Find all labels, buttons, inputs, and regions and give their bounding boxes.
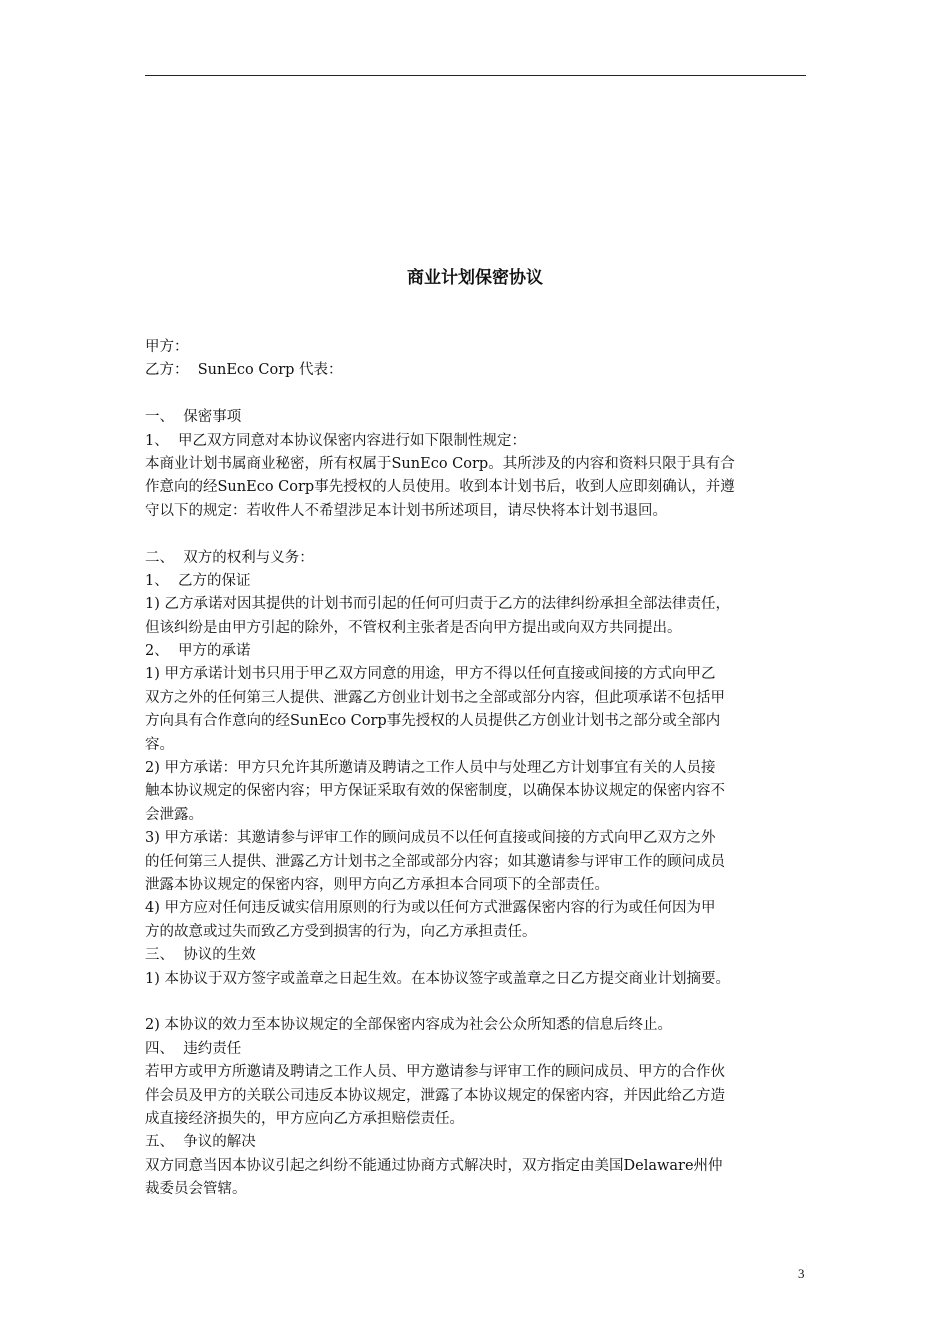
body-line: 但该纠纷是由甲方引起的除外，不管权利主张者是否向甲方提出或向双方共同提出。: [145, 619, 682, 636]
body-line: 2) 本协议的效力至本协议规定的全部保密内容成为社会公众所知悉的信息后终止。: [145, 1017, 672, 1034]
body-line: 1) 本协议于双方签字或盖章之日起生效。在本协议签字或盖章之日乙方提交商业计划摘要。: [145, 970, 730, 987]
body-line: 2) 甲方承诺：甲方只允许其所邀请及聘请之工作人员中与处理乙方计划事宜有关的人员接: [145, 760, 716, 777]
body-line: 触本协议规定的保密内容；甲方保证采取有效的保密制度，以确保本协议规定的保密内容不: [145, 783, 725, 800]
body-line: 二、 双方的权利与义务：: [145, 549, 314, 566]
blank-line: [145, 383, 817, 406]
body-line: 1、 乙方的保证: [145, 572, 251, 589]
body-line: 伴会员及甲方的关联公司违反本协议规定，泄露了本协议规定的保密内容，并因此给乙方造: [145, 1087, 725, 1104]
blank-line: [145, 991, 817, 1014]
body-line: 2、 甲方的承诺: [145, 643, 251, 660]
body-line: 裁委员会管辖。: [145, 1181, 247, 1198]
body-line: 1) 乙方承诺对因其提供的计划书而引起的任何可归责于乙方的法律纠纷承担全部法律责任，: [145, 596, 730, 613]
body-line: 4) 甲方应对任何违反诚实信用原则的行为或以任何方式泄露保密内容的行为或任何因为甲: [145, 900, 716, 917]
body-line: 方的故意或过失而致乙方受到损害的行为，向乙方承担责任。: [145, 923, 537, 940]
body-line: 作意向的经SunEco Corp事先授权的人员使用。收到本计划书后，收到人应即刻确认，并遵: [145, 479, 735, 496]
document-body: [145, 336, 817, 1201]
body-line: 容。: [145, 736, 174, 753]
body-line: 方向具有合作意向的经SunEco Corp事先授权的人员提供乙方创业计划书之部分或全部内: [145, 713, 721, 730]
body-line: 1、 甲乙双方同意对本协议保密内容进行如下限制性规定：: [145, 432, 526, 449]
body-line: 五、 争议的解决: [145, 1134, 256, 1151]
body-line: 本商业计划书属商业秘密，所有权属于SunEco Corp。其所涉及的内容和资料只限于具有合: [145, 455, 735, 472]
body-line: 甲方：: [145, 339, 189, 355]
body-line: 会泄露。: [145, 806, 203, 823]
body-line: 乙方： SunEco Corp 代表：: [145, 362, 343, 379]
body-line: 一、 保密事项: [145, 409, 242, 426]
body-line: 若甲方或甲方所邀请及聘请之工作人员、甲方邀请参与评审工作的顾问成员、甲方的合作伙: [145, 1064, 725, 1081]
body-line: 四、 违约责任: [145, 1040, 242, 1057]
body-line: 守以下的规定：若收件人不希望涉足本计划书所述项目，请尽快将本计划书退回。: [145, 502, 667, 519]
body-line: 三、 协议的生效: [145, 947, 256, 964]
blank-line: [145, 523, 817, 546]
document-title: 商业计划保密协议: [407, 268, 543, 288]
body-line: 双方同意当因本协议引起之纠纷不能通过协商方式解决时，双方指定由美国Delaware州仲: [145, 1157, 723, 1174]
body-line: 的任何第三人提供、泄露乙方计划书之全部或部分内容；如其邀请参与评审工作的顾问成员: [145, 853, 725, 870]
body-line: 双方之外的任何第三人提供、泄露乙方创业计划书之全部或部分内容，但此项承诺不包括甲: [145, 689, 725, 706]
header-rule: [145, 75, 806, 76]
body-line: 1) 甲方承诺计划书只用于甲乙双方同意的用途，甲方不得以任何直接或间接的方式向甲乙: [145, 666, 716, 683]
body-line: 成直接经济损失的，甲方应向乙方承担赔偿责任。: [145, 1110, 464, 1127]
page-number: 3: [798, 1266, 805, 1281]
body-line: 泄露本协议规定的保密内容，则甲方向乙方承担本合同项下的全部责任。: [145, 876, 609, 893]
body-line: 3) 甲方承诺：其邀请参与评审工作的顾问成员不以任何直接或间接的方式向甲乙双方之外: [145, 830, 716, 847]
